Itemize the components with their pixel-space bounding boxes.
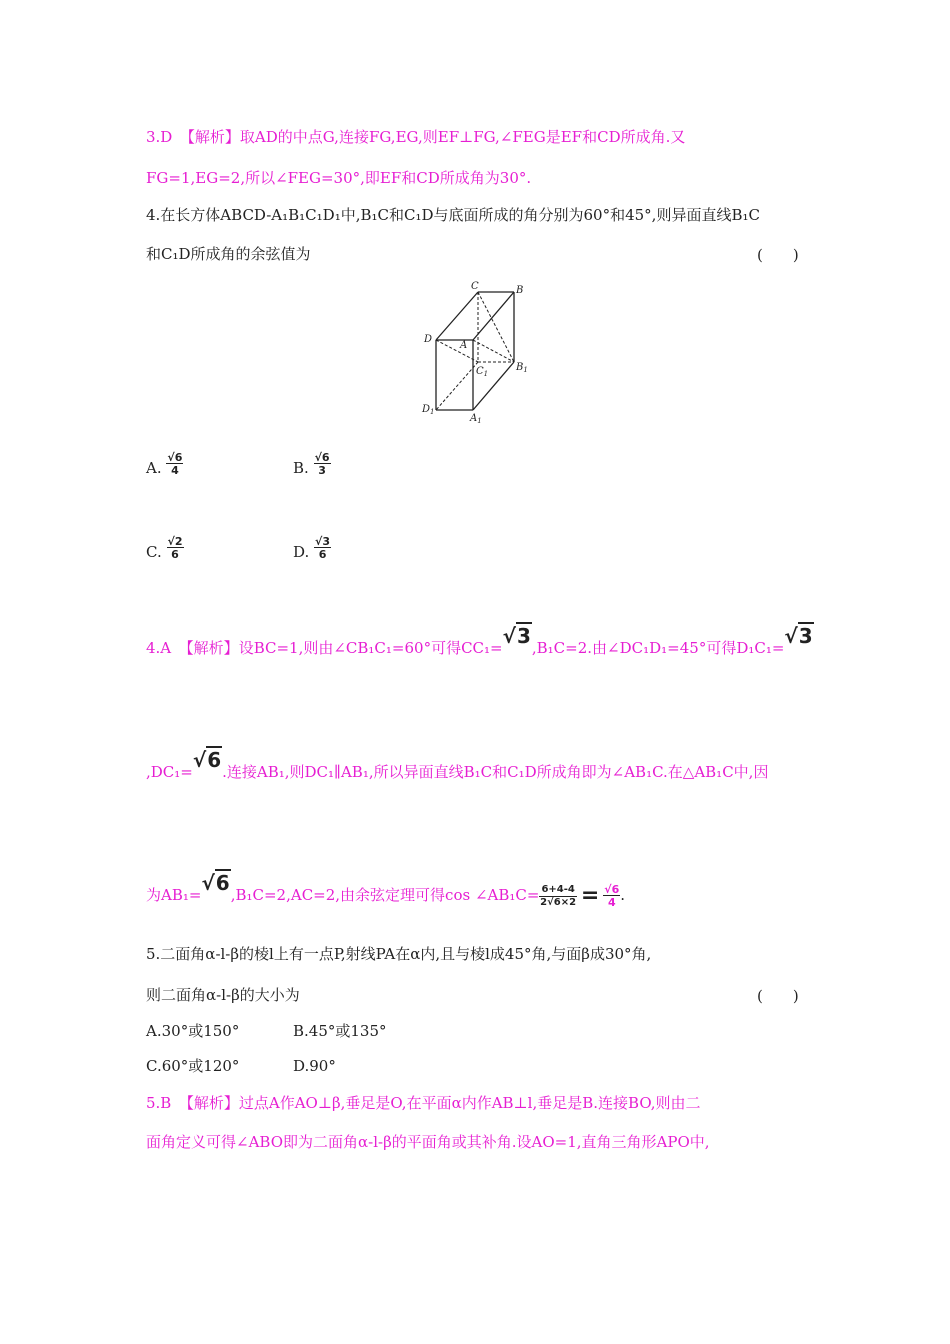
q5-answer-number: 5.B <box>146 1094 172 1112</box>
q4-answer-text1b: ,B₁C=2.由∠DC₁D₁=45°可得D₁C₁= <box>531 639 785 657</box>
q5-answer-line1 <box>146 1093 701 1113</box>
option-d-letter: D. <box>293 543 310 561</box>
option-b-num: √6 <box>314 451 330 464</box>
option-c-letter: C. <box>146 543 162 561</box>
figure-label-d: D <box>424 334 433 345</box>
cosine-result-fraction <box>603 884 620 908</box>
option-c-den: 6 <box>171 548 179 561</box>
option-d-fraction <box>314 536 331 560</box>
option-b-den: 3 <box>318 464 326 477</box>
cosine-fraction <box>539 884 576 909</box>
q5-option-c: C.60°或120° <box>146 1057 240 1075</box>
sqrt6-radicand-2: 6 <box>215 871 230 895</box>
option-a-letter: A. <box>146 459 162 477</box>
cosine-result-num: √6 <box>604 883 620 896</box>
q3-answer-text1: 取AD的中点G,连接FG,EG,则EF⊥FG,∠FEG是EF和CD所成角.又 <box>239 128 686 146</box>
q4-answer-line3 <box>146 871 626 909</box>
figure-label-b1: $B_1$ <box>516 362 528 374</box>
figure-label-a1: $A_1$ <box>470 413 482 425</box>
q4-answer-text3b: ,B₁C=2,AC=2,由余弦定理可得cos ∠AB₁C= <box>230 886 540 904</box>
sqrt3-radicand: 3 <box>516 624 531 648</box>
cosine-denominator: 2√6×2 <box>540 896 577 908</box>
q4-option-c <box>146 536 184 560</box>
q4-answer-line2 <box>146 748 769 782</box>
option-b-fraction <box>314 452 331 476</box>
q4-answer-text1a: 设BC=1,则由∠CB₁C₁=60°可得CC₁= <box>238 639 503 657</box>
sqrt3-value-2: √3 <box>784 624 813 648</box>
option-b-letter: B. <box>293 459 309 477</box>
sqrt3-radicand-2: 3 <box>798 624 813 648</box>
option-a-num: √6 <box>167 451 183 464</box>
figure-label-b: B <box>516 285 524 296</box>
q4-option-b <box>293 452 331 476</box>
q4-answer-text2a: ,DC₁= <box>146 763 193 781</box>
q5-answer-tag: 【解析】 <box>186 1094 239 1112</box>
q5-option-a: A.30°或150° <box>146 1022 240 1040</box>
sqrt6-value: √6 <box>192 748 222 772</box>
figure-label-c1: $C_1$ <box>476 366 489 378</box>
equals-sign: = <box>580 883 600 908</box>
q4-answer-line1 <box>146 624 814 658</box>
sqrt6-radicand: 6 <box>207 748 222 772</box>
sqrt6-value-2: √6 <box>201 871 230 895</box>
q4-question-line2: 和C₁D所成角的余弦值为 <box>146 245 311 263</box>
figure-label-c: C <box>471 281 479 292</box>
q4-answer-tag: 【解析】 <box>186 639 239 657</box>
q4-answer-end: . <box>620 886 626 904</box>
q4-answer-text2b: .连接AB₁,则DC₁∥AB₁,所以异面直线B₁C和C₁D所成角即为∠AB₁C.在△AB₁C中,因 <box>222 763 769 781</box>
option-d-den: 6 <box>318 548 327 561</box>
q4-option-d <box>293 536 331 560</box>
option-c-fraction <box>167 536 184 560</box>
option-c-num: √2 <box>167 535 183 548</box>
q5-answer-paren: ( ) <box>757 987 799 1005</box>
q5-question-line2: 则二面角α-l-β的大小为 <box>146 986 300 1004</box>
option-a-fraction <box>166 452 183 476</box>
q5-answer-line2: 面角定义可得∠ABO即为二面角α-l-β的平面角或其补角.设AO=1,直角三角形APO中, <box>146 1133 710 1151</box>
q5-answer-text1: 过点A作AO⊥β,垂足是O,在平面α内作AB⊥l,垂足是B.连接BO,则由二 <box>238 1094 701 1112</box>
q4-option-a <box>146 452 183 476</box>
cosine-result-den: 4 <box>607 896 616 909</box>
sqrt3-value: √3 <box>502 624 531 648</box>
option-a-den: 4 <box>171 464 179 477</box>
cuboid-figure <box>418 280 538 425</box>
q5-question-line1: 5.二面角α-l-β的棱l上有一点P,射线PA在α内,且与棱l成45°角,与面β成30°角, <box>146 945 652 963</box>
q4-answer-paren: ( ) <box>757 246 799 264</box>
q3-answer-line2: FG=1,EG=2,所以∠FEG=30°,即EF和CD所成角为30°. <box>146 169 532 187</box>
q3-answer-tag: 【解析】 <box>187 128 240 146</box>
q4-answer-number: 4.A <box>146 639 172 657</box>
q5-option-d: D.90° <box>293 1057 336 1075</box>
q5-option-b: B.45°或135° <box>293 1022 387 1040</box>
q3-answer-number: 3.D <box>146 128 173 146</box>
q4-question-line1: 4.在长方体ABCD-A₁B₁C₁D₁中,B₁C和C₁D与底面所成的角分别为60°和45°,则异面直线B₁C <box>146 206 760 224</box>
figure-label-d1: $D_1$ <box>422 404 435 416</box>
q4-answer-text3a: 为AB₁= <box>146 886 202 904</box>
q3-answer-line1 <box>146 127 685 147</box>
figure-label-a: A <box>460 340 468 351</box>
cosine-numerator: 6+4-4 <box>541 883 575 895</box>
option-d-num: √3 <box>315 535 331 548</box>
